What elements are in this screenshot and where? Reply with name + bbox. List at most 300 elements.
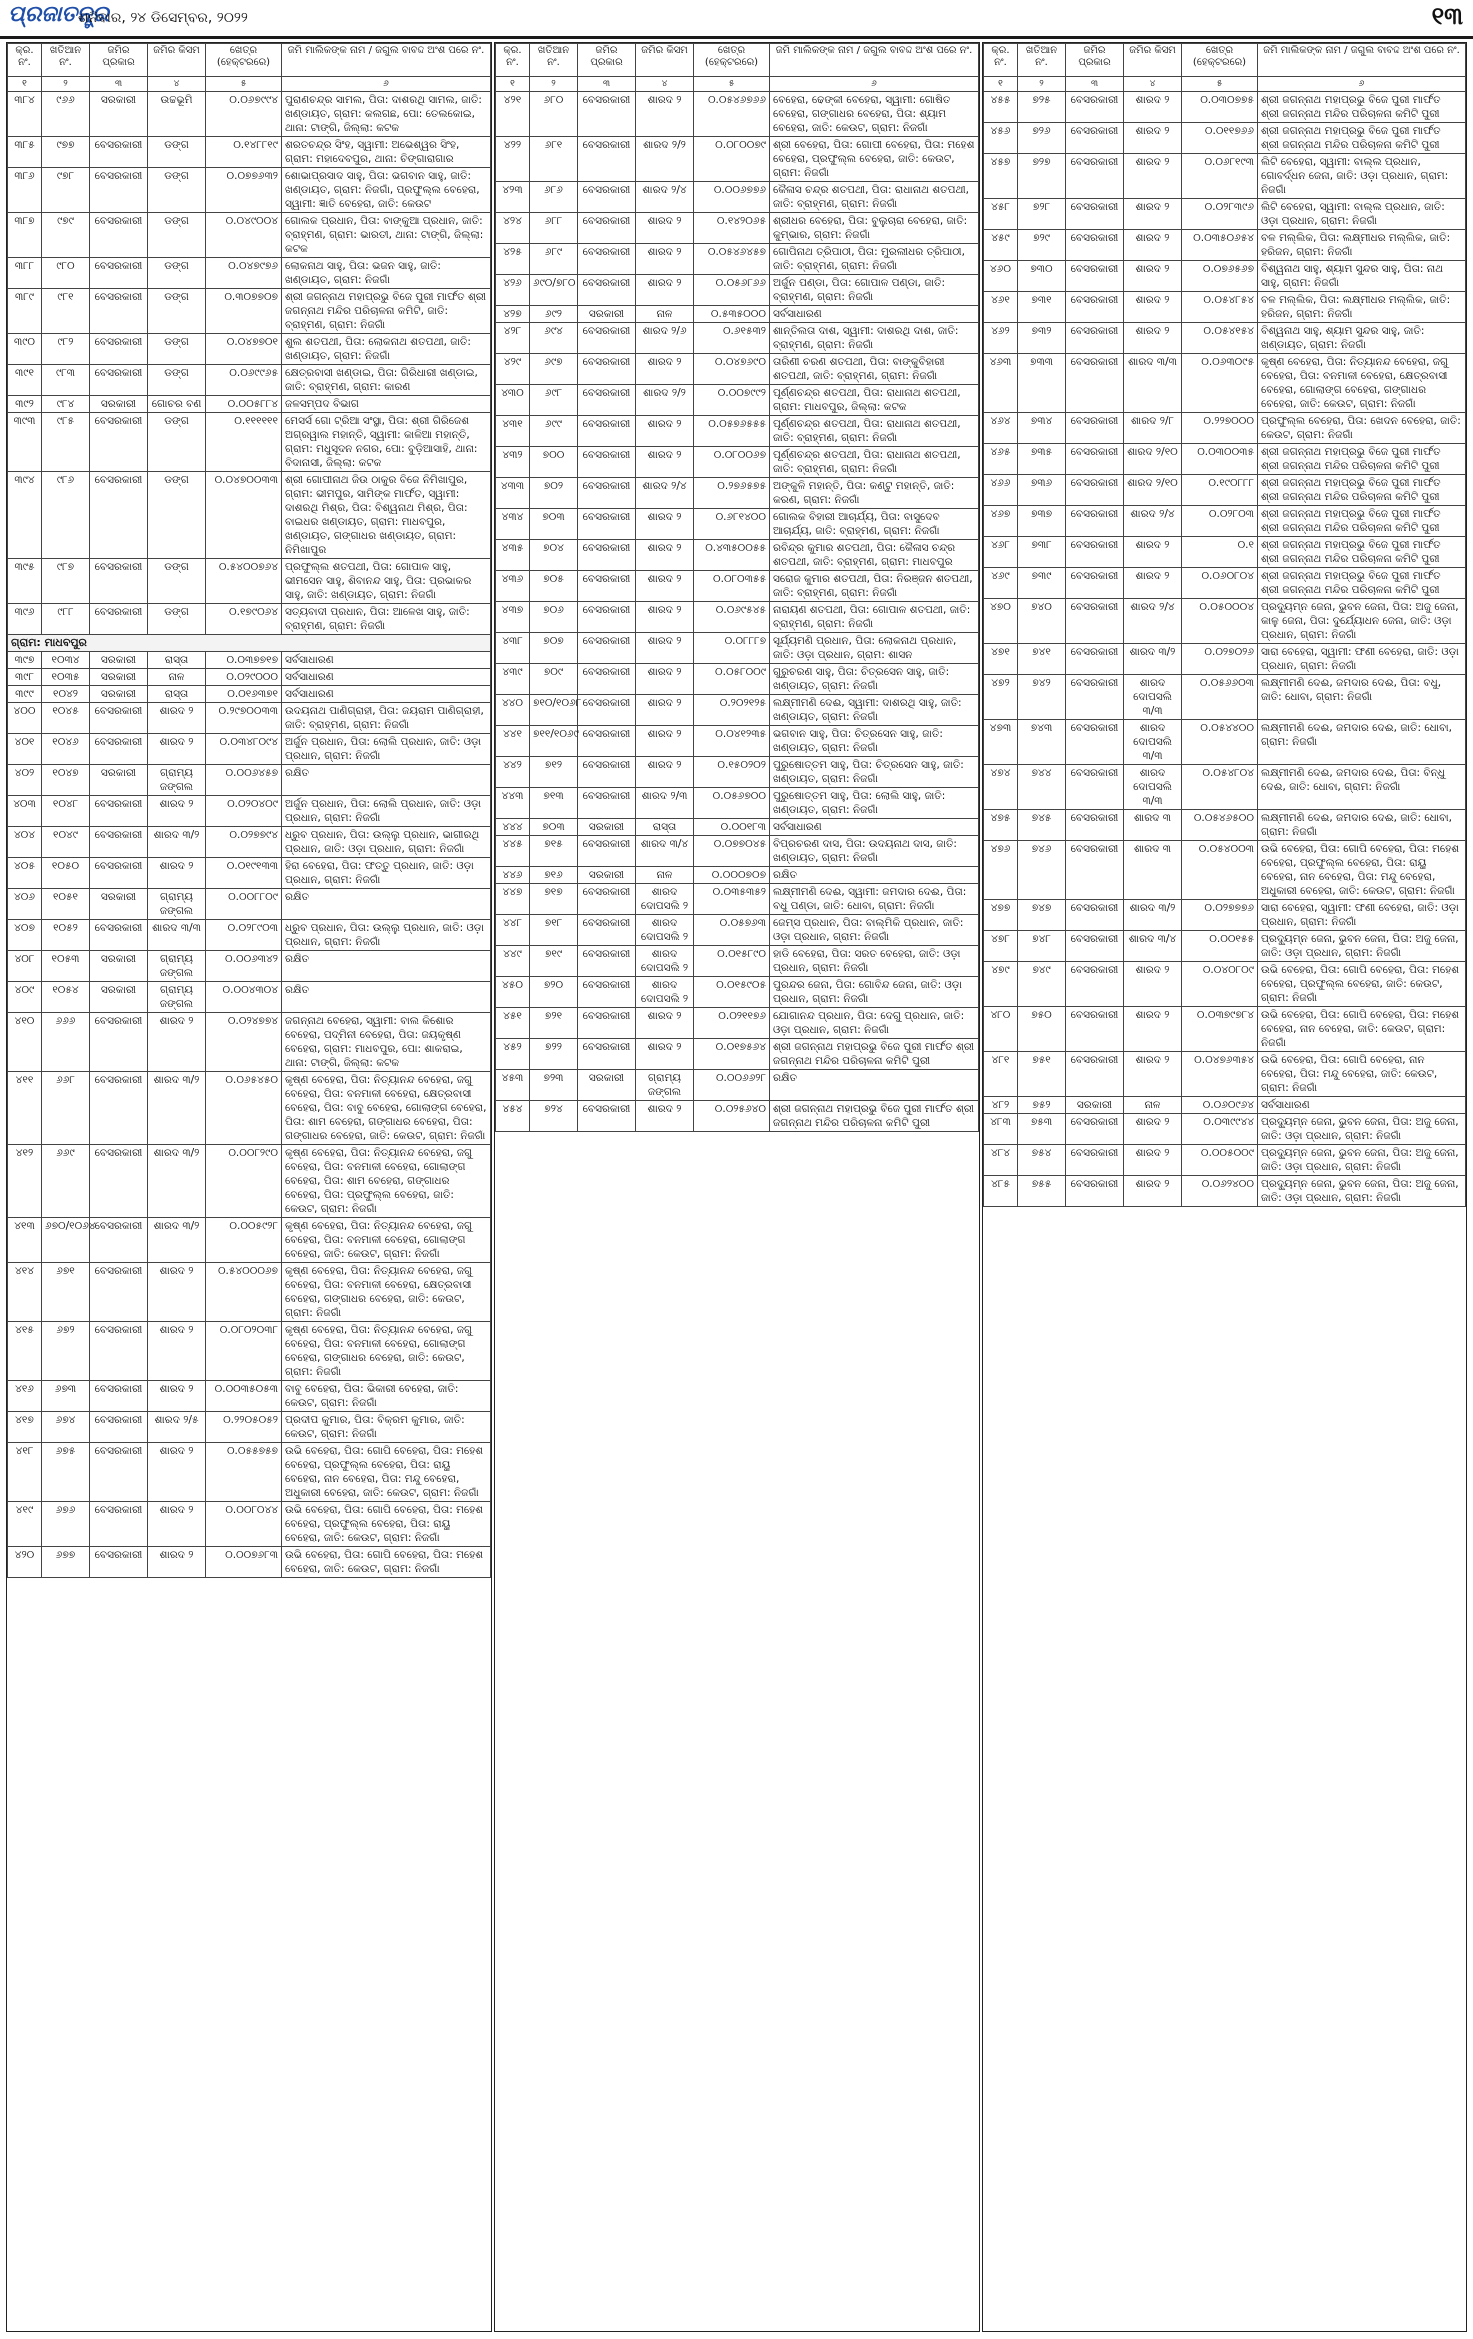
serial-number: ୪୫୪ (496, 1101, 530, 1132)
land-type: ବେସରକାରୀ (1066, 506, 1124, 537)
area-hectare: ୦.୦୦୧୮୩ (694, 819, 770, 836)
table-row (984, 292, 1466, 323)
plot-number: ୭୦୩ (530, 509, 578, 540)
owner-name: ପ୍ରଦ୍ୟୁମ୍ନ ଜେନା, ଭୁବନ ଜେନା, ପିତା: ଅଜୁ ଜେନା, ଜାତି: ଓଡ଼ା ପ୍ରଧାନ, ଗ୍ରାମ: ନିଜଗାଁ (1258, 1145, 1466, 1176)
plot-number: ୬୭୩ (42, 1381, 90, 1412)
serial-number: ୪୧୫ (8, 1322, 42, 1381)
area-hectare: ୦.୦୫୪୧୫୪ (1182, 323, 1258, 354)
land-type: ବେସରକାରୀ (90, 703, 148, 734)
table-row (984, 900, 1466, 931)
land-type: ବେସରକାରୀ (1066, 1007, 1124, 1052)
land-type: ବେସରକାରୀ (578, 836, 636, 867)
land-class: ରାସ୍ତା (148, 686, 206, 703)
column-header: ଜମିର ପ୍ରକାର (578, 44, 636, 77)
plot-number: ୭୩୮ (1018, 537, 1066, 568)
table-row (496, 867, 979, 884)
area-hectare: ୦.୦୬୫୪୫୦ (206, 1072, 282, 1145)
land-type: ବେସରକାରୀ (90, 413, 148, 472)
serial-number: ୪୫୫ (984, 92, 1018, 123)
table-row (8, 1218, 491, 1263)
table-row (496, 478, 979, 509)
land-type: ବେସରକାରୀ (1066, 931, 1124, 962)
area-hectare: ୦.୦୦୭୬୮୩ (206, 1547, 282, 1578)
land-class: ଶାରଦ ୨ (148, 1502, 206, 1547)
land-class: ଶାରଦ ୨ (148, 1381, 206, 1412)
owner-name: ବାବୁ ବେହେରା, ପିତା: ଭିକାରୀ ବେହେରା, ଜାତି: କେଉଟ, ଗ୍ରାମ: ନିଜଗାଁ (282, 1381, 491, 1412)
table-row (984, 599, 1466, 644)
plot-number: ୬୮୬ (530, 182, 578, 213)
land-type: ସରକାରୀ (90, 686, 148, 703)
table-row (8, 920, 491, 951)
serial-number: ୪୧୧ (8, 1072, 42, 1145)
land-type: ବେସରକାରୀ (90, 472, 148, 559)
table-row (8, 765, 491, 796)
area-hectare: ୦.୦୧୭୫୬୪ (694, 1039, 770, 1070)
plot-number: ୬୮୯ (530, 244, 578, 275)
land-type: ବେସରକାରୀ (1066, 841, 1124, 900)
owner-name: ଲକ୍ଷ୍ମୀମଣି ଦେଈ, ଜମଦାର ଦେଈ, ପିତା: ବଧୁ, ଜାତି: ଧୋବା, ଗ୍ରାମ: ନିଜଗାଁ (1258, 675, 1466, 720)
owner-name: ବଳ ମଲ୍ଲିକ, ପିତା: ଲକ୍ଷ୍ମୀଧର ମଲ୍ଲିକ, ଜାତି: ହରିଜନ, ଗ୍ରାମ: ନିଜଗାଁ (1258, 292, 1466, 323)
table-row (496, 884, 979, 915)
table-header-row (496, 44, 979, 77)
plot-number: ୭୨୫ (1018, 92, 1066, 123)
owner-name: କୃଷ୍ଣ ବେହେରା, ପିତା: ନିତ୍ୟାନନ୍ଦ ବେହେରା, ଜଗୁ ବେହେରା, ପିତା: ବନମାଳୀ ବେହେରା, କ୍ଷେତ୍ରବାସୀ ବେହେରା, ଗଙ୍ଗାଧର ବେହେରା, ଜାତି: କେଉଟ, ଗ୍ରାମ: ନିଜଗାଁ (282, 1263, 491, 1322)
area-hectare: ୦.୦୨୭୭୯୪ (206, 827, 282, 858)
plot-number: ୬୮୮ (530, 213, 578, 244)
plot-number: ୭୦୩ (530, 819, 578, 836)
area-hectare: ୦.୦୫୬୬୦୩ (1182, 675, 1258, 720)
owner-name: ନାରାୟଣ ଶତପଥୀ, ପିତା: ଗୋପାଳ ଶତପଥୀ, ଜାତି: ବ୍ରାହ୍ମଣ, ଗ୍ରାମ: ନିଜଗାଁ (770, 602, 979, 633)
table-row (984, 810, 1466, 841)
owner-name: ଶ୍ରୀ ଜଗନ୍ନାଥ ମହାପ୍ରଭୁ ବିଜେ ପୁରୀ ମାର୍ଫତ ଶ୍ରୀ ଜଗନ୍ନାଥ ମନ୍ଦିର ପରିଚାଳନା କମିଟି, ଜାତି: ବ୍ରାହ୍ମଣ, ଗ୍ରାମ: ନିଜଗାଁ (282, 289, 491, 334)
land-class: ଗୋଚର ବଣ (148, 396, 206, 413)
area-hectare: ୦.୦୦୬୪୫୭ (206, 765, 282, 796)
owner-name: ପୂର୍ଣ୍ଣଚନ୍ଦ୍ର ଶତପଥୀ, ପିତା: ରାଧାନାଥ ଶତପଥୀ, ଜାତି: ବ୍ରାହ୍ମଣ, ଗ୍ରାମ: ନିଜଗାଁ (770, 416, 979, 447)
land-schedule-table (7, 43, 491, 1578)
table-row (984, 323, 1466, 354)
land-type: ବେସରକାରୀ (578, 602, 636, 633)
village-heading: ଗ୍ରାମ: ମାଧବପୁର (8, 635, 491, 652)
table-row (984, 765, 1466, 810)
land-class: ଶାରଦ ୨/୪ (636, 182, 694, 213)
column-number: ୩ (90, 77, 148, 92)
land-type: ବେସରକାରୀ (578, 354, 636, 385)
area-hectare: ୦.୫୪୦୦୦୬୭ (206, 1263, 282, 1322)
serial-number: ୪୦୬ (8, 889, 42, 920)
land-class: ଶାରଦ ୨/୮ (1124, 413, 1182, 444)
owner-name: ଗୋଲକ ବିହାରୀ ଆଚାର୍ଯ୍ୟ, ପିତା: ବାସୁଦେବ ଆଚାର୍ଯ୍ୟ, ଜାତି: ବ୍ରାହ୍ମଣ, ଗ୍ରାମ: ନିଜଗାଁ (770, 509, 979, 540)
serial-number: ୪୫୬ (984, 123, 1018, 154)
area-hectare: ୦.୦୩୫୦୬୫୪ (1182, 230, 1258, 261)
area-hectare: ୦.୦୧୫୮୯୦ (694, 946, 770, 977)
owner-name: ପ୍ରଦ୍ୟୁମ୍ନ ଜେନା, ଭୁବନ ଜେନା, ପିତା: ଅଜୁ ଜେନା, କାଳୁ ଜେନା, ପିତା: ଦୁର୍ଯ୍ୟୋଧନ ଜେନା, ଜାତି: ଓଡ଼ା ପ୍ରଧାନ, ଗ୍ରାମ: ନିଜଗାଁ (1258, 599, 1466, 644)
land-type: ବେସରକାରୀ (578, 478, 636, 509)
land-class: ଡଙ୍ଗ (148, 604, 206, 635)
table-row (8, 1072, 491, 1145)
land-class: ଶାରଦ ୨/୬ (636, 323, 694, 354)
owner-name: ପୁରୁଷୋତ୍ତମ ସାହୁ, ପିତା: ଚିତ୍ରସେନ ସାହୁ, ଜାତି: ଖଣ୍ଡାୟତ, ଗ୍ରାମ: ନିଜଗାଁ (770, 757, 979, 788)
area-hectare: ୦.୦୮୦୨୦୩୮ (206, 1322, 282, 1381)
owner-name: ଗୋପିନାଥ ତ୍ରିପାଠୀ, ପିତା: ମୁରଲୀଧର ତ୍ରିପାଠୀ, ଜାତି: ବ୍ରାହ୍ମଣ, ଗ୍ରାମ: ନିଜଗାଁ (770, 244, 979, 275)
land-class: ଶାରଦ ୨ (148, 1013, 206, 1072)
serial-number: ୪୦୧ (8, 734, 42, 765)
village-section-row (8, 635, 491, 652)
owner-name: ଅଙ୍କୁଳି ମହାନ୍ତି, ପିତା: କଣ୍ଟୁ ମହାନ୍ତି, ଜାତି: କରଣ, ଗ୍ରାମ: ନିଜଗାଁ (770, 478, 979, 509)
table-row (8, 289, 491, 334)
land-class: ଗ୍ରାମ୍ୟ ଜଙ୍ଗଲ (148, 982, 206, 1013)
area-hectare: ୦.୫୩୫୦୦୦ (694, 306, 770, 323)
table-row (496, 323, 979, 354)
column-number: ୫ (1182, 77, 1258, 92)
area-hectare: ୦.୦୩୦୭୭୫ (1182, 92, 1258, 123)
serial-number: ୩୯୯ (8, 686, 42, 703)
land-type: ବେସରକାରୀ (1066, 323, 1124, 354)
land-class: ଶାରଦ ୨ (636, 416, 694, 447)
plot-number: ୬୬୬ (42, 1013, 90, 1072)
plot-number: ୭୫୪ (1018, 1145, 1066, 1176)
column-header: ଜମିର କିସମ (1124, 44, 1182, 77)
land-class: ଶାରଦ ୨ (636, 571, 694, 602)
table-row (8, 472, 491, 559)
owner-name: ଶୁଲ ଶତପଥୀ, ପିତା: ଲୋକନାଥ ଶତପଥୀ, ଜାତି: ଖଣ୍ଡାୟତ, ଗ୍ରାମ: ନିଜଗାଁ (282, 334, 491, 365)
column-number-row (984, 77, 1466, 92)
serial-number: ୪୩୩ (496, 478, 530, 509)
serial-number: ୩୮୮ (8, 258, 42, 289)
serial-number: ୪୮୦ (984, 1007, 1018, 1052)
owner-name: ଉଭି ବେହେରା, ପିତା: ଗୋପି ବେହେରା, ପିତା: ମହେଶ ବେହେରା, ପ୍ରଫୁଲ୍ଲ ବେହେରା, ପିତା: ରାୟୁ ବେହେରା, ନାନ ବେହେରା, ପିତା: ମନ୍ଦୁ ବେହେରା, ଅଧୁକାରୀ ବେହେରା, ଜାତି: କେଉଟ, ଗ୍ରାମ: ନିଜଗାଁ (1258, 841, 1466, 900)
land-type: ବେସରକାରୀ (1066, 475, 1124, 506)
owner-name: ଲକ୍ଷ୍ମୀମଣି ଦେଈ, ସ୍ୱାମୀ: ଦାଶରଥି ସାହୁ, ଜାତି: ଖଣ୍ଡାୟତ, ଗ୍ରାମ: ନିଜଗାଁ (770, 695, 979, 726)
owner-name: ବଳ ମଲ୍ଲିକ, ପିତା: ଲକ୍ଷ୍ମୀଧର ମଲ୍ଲିକ, ଜାତି: ହରିଜନ, ଗ୍ରାମ: ନିଜଗାଁ (1258, 230, 1466, 261)
plot-number: ୭୧୮ (530, 915, 578, 946)
land-class: ଶାରଦ ୨ (636, 540, 694, 571)
land-type: ବେସରକାରୀ (90, 1218, 148, 1263)
owner-name: ଯୋଗାନନ୍ଦ ପ୍ରଧାନ, ପିତା: ଦେଗୁ ପ୍ରଧାନ, ଜାତି: ଓଡ଼ା ପ୍ରଧାନ, ଗ୍ରାମ: ନିଜଗାଁ (770, 1008, 979, 1039)
land-type: ବେସରକାରୀ (90, 858, 148, 889)
area-hectare: ୦.୬୧୫୩୨ (694, 323, 770, 354)
area-hectare: ୦.୦୨୦୪୦୯ (206, 796, 282, 827)
column-header: ଜମି ମାଲିକଙ୍କ ନାମ / ଜଗୁଲ ବାବଦ୍ଦ ଅଂଶ ପରେ ନଂ. (1258, 44, 1466, 77)
serial-number: ୪୬୨ (984, 323, 1018, 354)
table-row (984, 199, 1466, 230)
plot-number: ୯୮୮ (42, 604, 90, 635)
land-type: ବେସରକାରୀ (1066, 962, 1124, 1007)
land-class: ଶାରଦ ୨ (1124, 537, 1182, 568)
land-class: ଶାରଦ ୨ (1124, 1052, 1182, 1097)
owner-name: ସର୍ବସାଧାରଣ (770, 819, 979, 836)
area-hectare: ୦.୦୬୩୦୯୫ (1182, 354, 1258, 413)
owner-name: ଶ୍ରୀ ଜଗନ୍ନାଥ ମହାପ୍ରଭୁ ବିଜେ ପୁରୀ ମାର୍ଫତ ଶ୍ରୀ ଜଗନ୍ନାଥ ମନ୍ଦିର ପରିଚାଳନା କମିଟି ପୁରୀ (1258, 506, 1466, 537)
table-row (984, 261, 1466, 292)
land-type: ବେସରକାରୀ (578, 509, 636, 540)
plot-number: ୯୮୭ (42, 559, 90, 604)
plot-number: ୭୪୧ (1018, 644, 1066, 675)
table-row (496, 447, 979, 478)
table-row (8, 951, 491, 982)
area-hectare: ୦.୨୨୦୫୦୫୨ (206, 1412, 282, 1443)
table-row (8, 1263, 491, 1322)
table-row (496, 182, 979, 213)
land-type: ବେସରକାରୀ (1066, 444, 1124, 475)
plot-number: ୧୦୫୩ (42, 951, 90, 982)
land-class: ଡଙ୍ଗ (148, 559, 206, 604)
land-type: ସରକାରୀ (578, 1070, 636, 1101)
table-row (8, 604, 491, 635)
column-header: ଜମିର ପ୍ରକାର (90, 44, 148, 77)
serial-number: ୪୧୪ (8, 1263, 42, 1322)
serial-number: ୪୭୦ (984, 599, 1018, 644)
column-number: ୧ (8, 77, 42, 92)
table-row (984, 1052, 1466, 1097)
table-row (496, 602, 979, 633)
owner-name: ଅର୍ଜୁନ ପଣ୍ଡା, ପିତା: ଗୋପାଳ ପଣ୍ଡା, ଜାତି: ବ୍ରାହ୍ମଣ, ଗ୍ରାମ: ନିଜଗାଁ (770, 275, 979, 306)
land-type: ବେସରକାରୀ (90, 1145, 148, 1218)
serial-number: ୪୧୨ (8, 1145, 42, 1218)
table-row (496, 946, 979, 977)
table-row (984, 123, 1466, 154)
land-class: ଶାରଦ ୨/୪ (636, 478, 694, 509)
area-hectare: ୦.୦୬୭୯୯୪ (206, 92, 282, 137)
land-type: ବେସରକାରୀ (578, 633, 636, 664)
owner-name: ଶ୍ରୀ ଜଗନ୍ନାଥ ମହାପ୍ରଭୁ ବିଜେ ପୁରୀ ମାର୍ଫତ ଶ୍ରୀ ଜଗନ୍ନାଥ ମନ୍ଦିର ପରିଚାଳନା କମିଟି ପୁରୀ (1258, 475, 1466, 506)
serial-number: ୪୫୦ (496, 977, 530, 1008)
column-number: ୨ (530, 77, 578, 92)
land-class: ଗ୍ରାମ୍ୟ ଜଙ୍ଗଲ (148, 951, 206, 982)
column-3 (982, 42, 1467, 2332)
owner-name: ଅର୍ଜୁନ ପ୍ରଧାନ, ପିତା: ଲୋଲି ପ୍ରଧାନ, ଜାତି: ଓଡ଼ା ପ୍ରଧାନ, ଗ୍ରାମ: ନିଜଗାଁ (282, 734, 491, 765)
table-row (496, 571, 979, 602)
land-type: ବେସରକାରୀ (1066, 900, 1124, 931)
land-type: ବେସରକାରୀ (1066, 1052, 1124, 1097)
serial-number: ୪୦୭ (8, 920, 42, 951)
serial-number: ୪୧୦ (8, 1013, 42, 1072)
table-row (8, 1443, 491, 1502)
plot-number: ୭୪୯ (1018, 962, 1066, 1007)
serial-number: ୪୦୩ (8, 796, 42, 827)
table-row (984, 1007, 1466, 1052)
area-hectare: ୦.୦୫୬୮୬୬ (694, 275, 770, 306)
owner-name: ପୂର୍ଣ୍ଣଚନ୍ଦ୍ର ଶତପଥୀ, ପିତା: ରାଧାନାଥ ଶତପଥୀ, ଜାତି: ବ୍ରାହ୍ମଣ, ଗ୍ରାମ: ନିଜଗାଁ (770, 447, 979, 478)
table-row (8, 1381, 491, 1412)
serial-number: ୪୨୦ (8, 1547, 42, 1578)
land-class: ଶାରଦ ୨ (148, 796, 206, 827)
land-class: ଡଙ୍ଗ (148, 365, 206, 396)
area-hectare: ୦.୦୭୭୬୩୨ (206, 168, 282, 213)
plot-number: ୧୦୪୮ (42, 796, 90, 827)
owner-name: କୃଷ୍ଣ ବେହେରା, ପିତା: ନିତ୍ୟାନନ୍ଦ ବେହେରା, ଜଗୁ ବେହେରା, ପିତା: ବନମାଳୀ ବେହେରା, ଗୋଲାଙ୍ଗ ବେହେରା, ଜାତି: କେଉଟ, ଗ୍ରାମ: ନିଜଗାଁ (282, 1218, 491, 1263)
owner-name: ପ୍ରଦ୍ୟୁମ୍ନ ଜେନା, ଭୁବନ ଜେନା, ପିତା: ଅଜୁ ଜେନା, ଜାତି: ଓଡ଼ା ପ୍ରଧାନ, ଗ୍ରାମ: ନିଜଗାଁ (1258, 931, 1466, 962)
owner-name: ପ୍ରଦ୍ୟୁମ୍ନ ଜେନା, ଭୁବନ ଜେନା, ପିତା: ଅଜୁ ଜେନା, ଜାତି: ଓଡ଼ା ପ୍ରଧାନ, ଗ୍ରାମ: ନିଜଗାଁ (1258, 1114, 1466, 1145)
plot-number: ୭୦୯ (530, 664, 578, 695)
area-hectare: ୦.୦୭୭୦୪୫ (694, 836, 770, 867)
table-row (984, 931, 1466, 962)
land-class: ଶାରଦ ୨ (636, 602, 694, 633)
owner-name: ବିଶ୍ୱନାଥ ସାହୁ, ଶ୍ୟାମ ସୁନ୍ଦର ସାହୁ, ପିତା: ନାଥ ସାହୁ, ଗ୍ରାମ: ନିଜଗାଁ (1258, 261, 1466, 292)
land-type: ସରକାରୀ (90, 982, 148, 1013)
table-row (496, 664, 979, 695)
serial-number: ୩୯୮ (8, 669, 42, 686)
land-type: ବେସରକାରୀ (578, 884, 636, 915)
table-row (8, 1145, 491, 1218)
land-class: ଶାରଦ ୨/୩ (636, 788, 694, 819)
land-class: ଶାରଦ ୨ (1124, 962, 1182, 1007)
land-class: ଶାରଦ ଦୋପସଲି ୩/୩ (1124, 765, 1182, 810)
area-hectare: ୦.୦୬୦୯୬୪ (1182, 1097, 1258, 1114)
land-class: ଶାରଦ ୨ (1124, 154, 1182, 199)
plot-number: ୭୦୭ (530, 633, 578, 664)
plot-number: ୬୯୦/୭୮୦ (530, 275, 578, 306)
land-type: ବେସରକାରୀ (578, 695, 636, 726)
owner-name: କୃଷ୍ଣ ବେହେରା, ପିତା: ନିତ୍ୟାନନ୍ଦ ବେହେରା, ଜଗୁ ବେହେରା, ପିତା: ବନମାଳୀ ବେହେରା, ଗୋଲାଙ୍ଗ ବେହେରା, ପିତା: ଶାମ ବେହେରା, ଗଙ୍ଗାଧର ବେହେରା, ପିତା: ପ୍ରଫୁଲ୍ଲ ବେହେରା, ଜାତି: କେଉଟ, ଗ୍ରାମ: ନିଜଗାଁ (282, 1145, 491, 1218)
owner-name: ଜେମ୍ସ ପ୍ରଧାନ, ପିତା: ବାଲ୍ମିକି ପ୍ରଧାନ, ଜାତି: ଓଡ଼ା ପ୍ରଧାନ, ଗ୍ରାମ: ନିଜଗାଁ (770, 915, 979, 946)
table-row (8, 1322, 491, 1381)
plot-number: ୯୮୩ (42, 365, 90, 396)
plot-number: ୭୫୨ (1018, 1097, 1066, 1114)
table-row (496, 137, 979, 182)
table-row (984, 537, 1466, 568)
area-hectare: ୦.୦୪୭୯୭୬ (206, 258, 282, 289)
plot-number: ୬୭୫ (42, 1443, 90, 1502)
area-hectare: ୦.୦୩୭୭୧୭ (206, 652, 282, 669)
land-class: ଶାରଦ ଦୋପସଲି ୨ (636, 884, 694, 915)
area-hectare: ୦.୦୪୧୨୩୫ (694, 726, 770, 757)
land-type: ବେସରକାରୀ (1066, 644, 1124, 675)
table-row (8, 1502, 491, 1547)
table-row (984, 841, 1466, 900)
column-header: ଖେତ୍ର (ହେକ୍ଟରରେ) (1182, 44, 1258, 77)
plot-number: ୬୬୮ (42, 1072, 90, 1145)
area-hectare: ୦.୦୦୫୮୮୪ (206, 396, 282, 413)
land-class: ଶାରଦ ୨ (636, 1039, 694, 1070)
land-type: ବେସରକାରୀ (1066, 1114, 1124, 1145)
serial-number: ୪୩୬ (496, 571, 530, 602)
plot-number: ୧୦୫୧ (42, 889, 90, 920)
land-class: ଡଙ୍ଗ (148, 168, 206, 213)
owner-name: ସାରା ବେହେରା, ସ୍ୱାମୀ: ଫଣୀ ବେହେରା, ଜାତି: ଓଡ଼ା ପ୍ରଧାନ, ଗ୍ରାମ: ନିଜଗାଁ (1258, 644, 1466, 675)
column-header: ଖତିଆନ ନଂ. (42, 44, 90, 77)
land-class: ଶାରଦ ଦୋପସଲି ୩/୩ (1124, 675, 1182, 720)
owner-name: ରକ୍ଷିତ (282, 982, 491, 1013)
owner-name: କୃଷ୍ଣ ବେହେରା, ପିତା: ନିତ୍ୟାନନ୍ଦ ବେହେରା, ଜଗୁ ବେହେରା, ପିତା: ବନମାଳୀ ବେହେରା, କ୍ଷେତ୍ରବାସୀ ବେହେରା, ଗୋଲାଙ୍ଗ ବେହେରା, ଗଙ୍ଗାଧର ବେହେରା, ଜାତି: କେଉଟ, ଗ୍ରାମ: ନିଜଗାଁ (1258, 354, 1466, 413)
column-header: ଖତିଆନ ନଂ. (1018, 44, 1066, 77)
area-hectare: ୦.୦୫୭୬୩ (694, 915, 770, 946)
land-type: ବେସରକାରୀ (90, 1502, 148, 1547)
serial-number: ୩୮୫ (8, 137, 42, 168)
table-row (8, 827, 491, 858)
column-header: ଜମିର କିସମ (148, 44, 206, 77)
land-type: ସରକାରୀ (1066, 1097, 1124, 1114)
plot-number: ୬୬୯ (42, 1145, 90, 1218)
column-number: ୫ (694, 77, 770, 92)
land-class: ଶାରଦ ୨ (1124, 1176, 1182, 1207)
owner-name: ସୂର୍ଯ୍ୟମଣି ପ୍ରଧାନ, ପିତା: ଲୋକନାଥ ପ୍ରଧାନ, ଜାତି: ଓଡ଼ା ପ୍ରଧାନ, ଗ୍ରାମ: ଶାସନ (770, 633, 979, 664)
serial-number: ୪୮୩ (984, 1114, 1018, 1145)
land-class: ଶାରଦ ୩/୨ (1124, 644, 1182, 675)
plot-number: ୯୭୭ (42, 137, 90, 168)
plot-number: ୬୭୨ (42, 1322, 90, 1381)
owner-name: ଲକ୍ଷ୍ମୀମଣି ଦେଈ, ଜମଦାର ଦେଈ, ପିତା: ବିନ୍ଧୁ ଦେଈ, ଜାତି: ଧୋବା, ଗ୍ରାମ: ନିଜଗାଁ (1258, 765, 1466, 810)
land-class: ଶାରଦ ୨ (1124, 292, 1182, 323)
land-class: ଶାରଦ ୩/୨ (148, 1218, 206, 1263)
land-class: ଶାରଦ ୨ (1124, 199, 1182, 230)
owner-name: କ୍ଷେତ୍ରବାସୀ ଖଣ୍ଡାଇ, ପିତା: ଗିରିଧାରୀ ଖଣ୍ଡାଇ, ଜାତି: ବ୍ରାହ୍ମଣ, ଗ୍ରାମ: କାରଣ (282, 365, 491, 396)
table-row (984, 413, 1466, 444)
plot-number: ୭୪୨ (1018, 675, 1066, 720)
area-hectare: ୦.୦୮୮୮୭ (694, 633, 770, 664)
area-hectare: ୦.୦୬୨୪୦୦ (1182, 1176, 1258, 1207)
serial-number: ୩୯୨ (8, 396, 42, 413)
owner-name: ବିପ୍ରଚରଣ ଦାସ, ପିତା: ଉଦୟନାଥ ଦାସ, ଜାତି: ଖଣ୍ଡାୟତ, ଗ୍ରାମ: ନିଜଗାଁ (770, 836, 979, 867)
area-hectare: ୦.୦୦୮୨୯୦ (206, 1145, 282, 1218)
plot-number: ୬୯୪ (530, 323, 578, 354)
table-row (496, 1070, 979, 1101)
land-class: ଶାରଦ ୨ (636, 664, 694, 695)
serial-number: ୩୮୭ (8, 213, 42, 258)
plot-number: ୭୪୪ (1018, 765, 1066, 810)
land-type: ସରକାରୀ (90, 889, 148, 920)
plot-number: ୭୧୯ (530, 946, 578, 977)
table-row (984, 1114, 1466, 1145)
land-type: ବେସରକାରୀ (1066, 599, 1124, 644)
area-hectare: ୦.୦୫୪୦୦୩ (1182, 841, 1258, 900)
plot-number: ୧୦୪୯ (42, 827, 90, 858)
serial-number: ୪୦୨ (8, 765, 42, 796)
plot-number: ୬୯୮ (530, 385, 578, 416)
owner-name: ପ୍ରଫୁଲ୍ଲ ବେହେରା, ପିତା: ଖେଦନ ବେହେରା, ଜାତି: କେଉଟ, ଗ୍ରାମ: ନିଜଗାଁ (1258, 413, 1466, 444)
area-hectare: ୦.୦୫୪୬୭୬୬ (694, 92, 770, 137)
land-type: ବେସରକାରୀ (1066, 720, 1124, 765)
table-row (8, 796, 491, 827)
plot-number: ୯୮୫ (42, 413, 90, 472)
land-type: ବେସରକାରୀ (578, 182, 636, 213)
owner-name: ସତ୍ୟବାଦୀ ପ୍ରଧାନ, ପିତା: ଆଳେଖ ସାହୁ, ଜାତି: ବ୍ରାହ୍ମଣ, ଗ୍ରାମ: ନିଜଗାଁ (282, 604, 491, 635)
plot-number: ୬୭୭ (42, 1547, 90, 1578)
land-type: ବେସରକାରୀ (1066, 1176, 1124, 1207)
land-class: ଶାରଦ ୨ (1124, 323, 1182, 354)
area-hectare: ୦.୦୨୪୭୭୪ (206, 1013, 282, 1072)
area-hectare: ୦.୦୫୪୬୫୦୦ (1182, 810, 1258, 841)
serial-number: ୪୨୩ (496, 182, 530, 213)
table-row (8, 396, 491, 413)
table-row (984, 1097, 1466, 1114)
table-header-row (984, 44, 1466, 77)
owner-name: ଲକ୍ଷ୍ମୀମଣି ଦେଈ, ଜମଦାର ଦେଈ, ଜାତି: ଧୋବା, ଗ୍ରାମ: ନିଜଗାଁ (1258, 720, 1466, 765)
land-type: ବେସରକାରୀ (578, 385, 636, 416)
area-hectare: ୦.୦୦୭୯୯୨ (694, 385, 770, 416)
plot-number: ୭୨୦ (530, 977, 578, 1008)
table-row (496, 354, 979, 385)
land-class: ଶାରଦ ଦୋପସଲି ୨ (636, 915, 694, 946)
serial-number: ୩୮୬ (8, 168, 42, 213)
land-type: ବେସରକାରୀ (1066, 292, 1124, 323)
land-type: ବେସରକାରୀ (1066, 537, 1124, 568)
plot-number: ୭୦୨ (530, 478, 578, 509)
column-number: ୬ (1258, 77, 1466, 92)
serial-number: ୪୭୮ (984, 931, 1018, 962)
serial-number: ୪୪୨ (496, 757, 530, 788)
owner-name: ଶ୍ରୀ ଜଗନ୍ନାଥ ମହାପ୍ରଭୁ ବିଜେ ପୁରୀ ମାର୍ଫତ ଶ୍ରୀ ଜଗନ୍ନାଥ ମନ୍ଦିର ପରିଚାଳନା କମିଟି ପୁରୀ (1258, 444, 1466, 475)
plot-number: ୭୪୬ (1018, 841, 1066, 900)
owner-name: ରକ୍ଷିତ (770, 867, 979, 884)
area-hectare: ୦.୦୧୯୧୩୩ (206, 858, 282, 889)
owner-name: ମେସର୍ସ ଗୋ ଟ୍ରିଆ ସଂସ୍ଥା, ପିତା: ଶ୍ରୀ ଗିରିଜେଶ ଅଗ୍ରୱାଲ ମହାନ୍ତି, ସ୍ୱାମୀ: କାଳିଆ ମହାନ୍ତି, ଗ୍ରାମ: ମଧୁସୂଦନ ନଗର, ପୋ: ବୁଡ଼ିଆସାହି, ଥାନା: ବିଦାନାସୀ, ଜିଲ୍ଲା: କଟକ (282, 413, 491, 472)
owner-name: ଶ୍ରୀ ଜଗନ୍ନାଥ ମହାପ୍ରଭୁ ବିଜେ ପୁରୀ ମାର୍ଫତ ଶ୍ରୀ ଜଗନ୍ନାଥ ମନ୍ଦିର ପରିଚାଳନା କମିଟି ପୁରୀ (1258, 537, 1466, 568)
table-row (984, 354, 1466, 413)
serial-number: ୪୪୦ (496, 695, 530, 726)
area-hectare: ୦.୦୫୮୦୦୯ (694, 664, 770, 695)
land-type: ବେସରକାରୀ (90, 827, 148, 858)
serial-number: ୩୯୭ (8, 652, 42, 669)
